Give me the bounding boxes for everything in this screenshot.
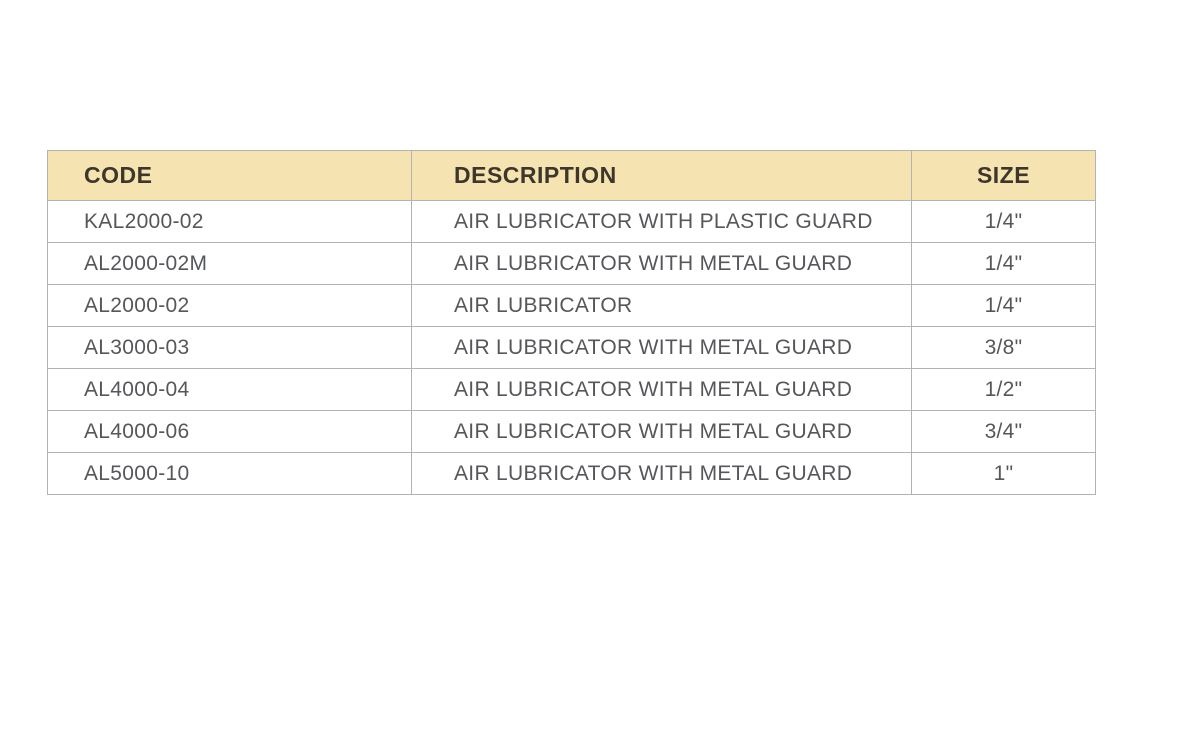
table-row <box>48 243 1096 285</box>
table-row <box>48 327 1096 369</box>
cell-size: 1/4" <box>912 243 1096 285</box>
table-header <box>48 151 1096 201</box>
column-header-size: SIZE <box>912 151 1096 201</box>
column-header-code: CODE <box>48 151 412 201</box>
cell-code: AL2000-02M <box>48 243 412 285</box>
cell-code: AL2000-02 <box>48 285 412 327</box>
cell-size: 3/4" <box>912 411 1096 453</box>
cell-code: AL4000-06 <box>48 411 412 453</box>
cell-code: KAL2000-02 <box>48 201 412 243</box>
header-row <box>48 151 1096 201</box>
cell-description: AIR LUBRICATOR WITH METAL GUARD <box>412 327 912 369</box>
cell-code: AL5000-10 <box>48 453 412 495</box>
cell-description: AIR LUBRICATOR WITH METAL GUARD <box>412 369 912 411</box>
cell-description: AIR LUBRICATOR WITH PLASTIC GUARD <box>412 201 912 243</box>
cell-description: AIR LUBRICATOR WITH METAL GUARD <box>412 411 912 453</box>
table-row <box>48 369 1096 411</box>
table-row <box>48 453 1096 495</box>
cell-size: 1" <box>912 453 1096 495</box>
column-header-description: DESCRIPTION <box>412 151 912 201</box>
product-table <box>47 150 1096 495</box>
cell-description: AIR LUBRICATOR <box>412 285 912 327</box>
table-body <box>48 201 1096 495</box>
cell-code: AL3000-03 <box>48 327 412 369</box>
cell-code: AL4000-04 <box>48 369 412 411</box>
cell-description: AIR LUBRICATOR WITH METAL GUARD <box>412 243 912 285</box>
cell-size: 1/4" <box>912 285 1096 327</box>
table-row <box>48 411 1096 453</box>
cell-size: 1/4" <box>912 201 1096 243</box>
table-row <box>48 285 1096 327</box>
cell-size: 3/8" <box>912 327 1096 369</box>
table-row <box>48 201 1096 243</box>
cell-size: 1/2" <box>912 369 1096 411</box>
cell-description: AIR LUBRICATOR WITH METAL GUARD <box>412 453 912 495</box>
